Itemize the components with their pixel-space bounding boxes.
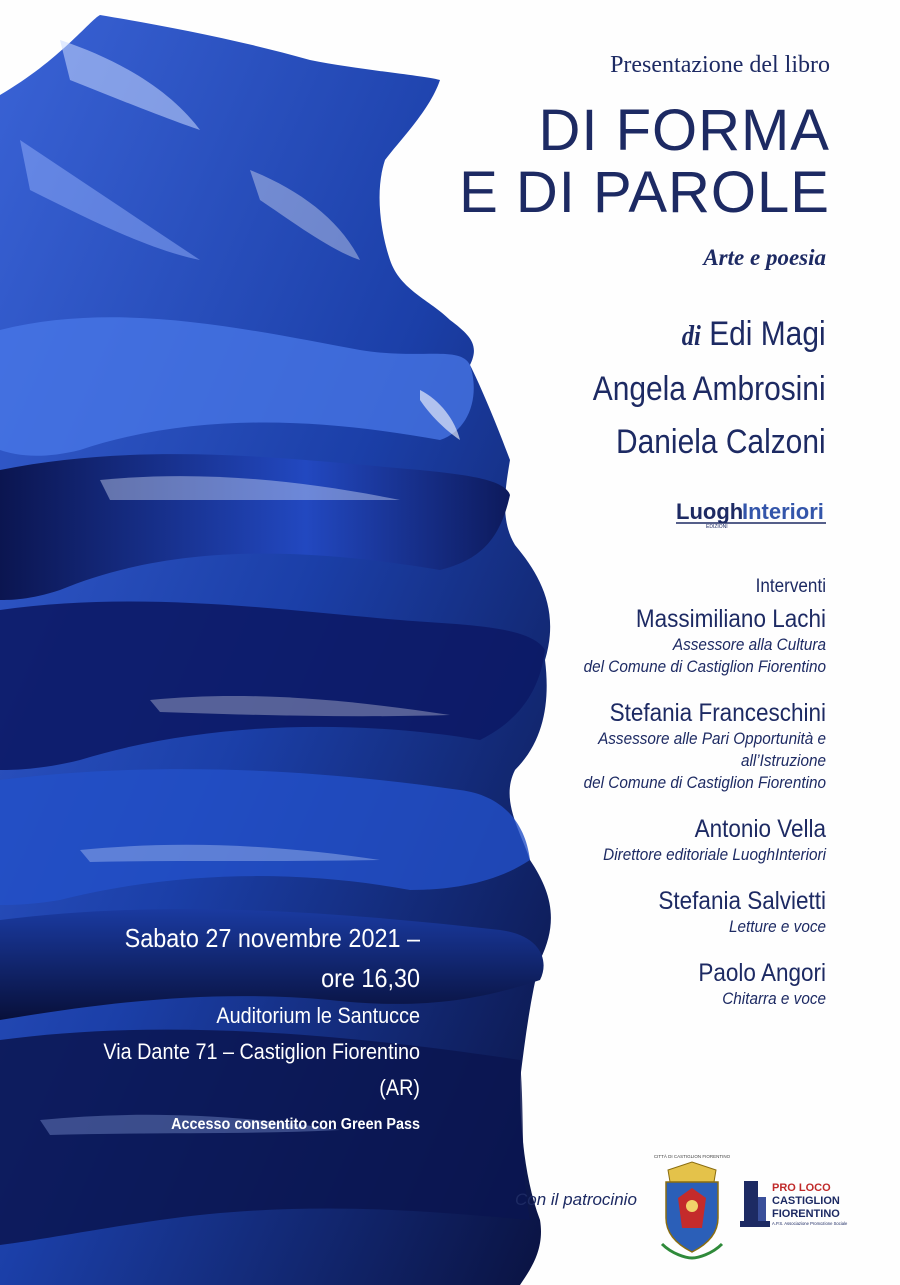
luoghinteriori-logo <box>676 497 826 529</box>
book-tagline: Arte e poesia <box>703 245 826 270</box>
speaker-name: Stefania Franceschini <box>609 699 826 727</box>
crest-text: CITTÀ DI CASTIGLION FIORENTINO <box>653 1154 731 1159</box>
speaker-role: Assessore alla Cultura <box>672 635 826 654</box>
speaker-role: Chitarra e voce <box>722 989 826 1008</box>
speaker-item <box>538 814 826 866</box>
event-access-note: Accesso consentito con Green Pass <box>171 1116 420 1133</box>
patronage-label: Con il patrocinio <box>515 1190 637 1209</box>
pro-loco-logo <box>738 1175 878 1235</box>
speaker-name: Massimiliano Lachi <box>635 605 826 633</box>
author-line-1 <box>593 308 826 363</box>
book-presentation-kicker: Presentazione del libro <box>610 52 830 78</box>
proloco-line-1: PRO LOCO <box>772 1182 831 1194</box>
speaker-name: Paolo Angori <box>698 959 826 987</box>
speaker-item <box>538 958 826 1010</box>
title-line-2: E DI PAROLE <box>459 160 830 225</box>
event-address: Via Dante 71 – Castiglion Fiorentino (AR) <box>103 1039 421 1100</box>
author-name: Edi Magi <box>709 315 826 353</box>
speaker-name: Stefania Salvietti <box>658 887 826 915</box>
title-line-1: DI FORMA <box>538 98 830 163</box>
logo-subtext: EDIZIONI <box>706 524 728 529</box>
logo-text-part1: Luogh <box>676 499 744 524</box>
event-venue: Auditorium le Santucce <box>216 1003 420 1028</box>
speaker-role: del Comune di Castiglion Fiorentino <box>583 773 826 792</box>
event-date: Sabato 27 novembre 2021 – ore 16,30 <box>124 923 421 993</box>
speaker-role: Assessore alle Pari Opportunità e all’Istruzione <box>598 729 826 770</box>
authors-block <box>593 308 826 469</box>
speaker-role: del Comune di Castiglion Fiorentino <box>583 657 826 676</box>
proloco-line-4: A.P.S. Associazione Promozione Sociale <box>772 1221 848 1226</box>
speaker-item <box>538 886 826 938</box>
author-name: Angela Ambrosini <box>593 370 826 408</box>
author-name: Daniela Calzoni <box>616 423 826 461</box>
speaker-role: Letture e voce <box>729 917 826 936</box>
speakers-heading: Interventi <box>755 576 826 597</box>
proloco-line-3: FIORENTINO <box>772 1208 840 1220</box>
author-prefix: di <box>682 321 702 352</box>
speaker-role: Direttore editoriale LuoghInteriori <box>603 845 826 864</box>
event-details <box>96 918 420 1144</box>
castiglion-fiorentino-crest-icon <box>652 1148 732 1260</box>
book-title <box>459 100 830 224</box>
speaker-name: Antonio Vella <box>694 815 826 843</box>
speakers-block <box>538 576 826 1030</box>
speaker-item <box>538 698 826 794</box>
proloco-line-2: CASTIGLION <box>772 1195 840 1207</box>
speaker-item <box>538 604 826 678</box>
logo-text-part2: Interiori <box>742 499 824 524</box>
